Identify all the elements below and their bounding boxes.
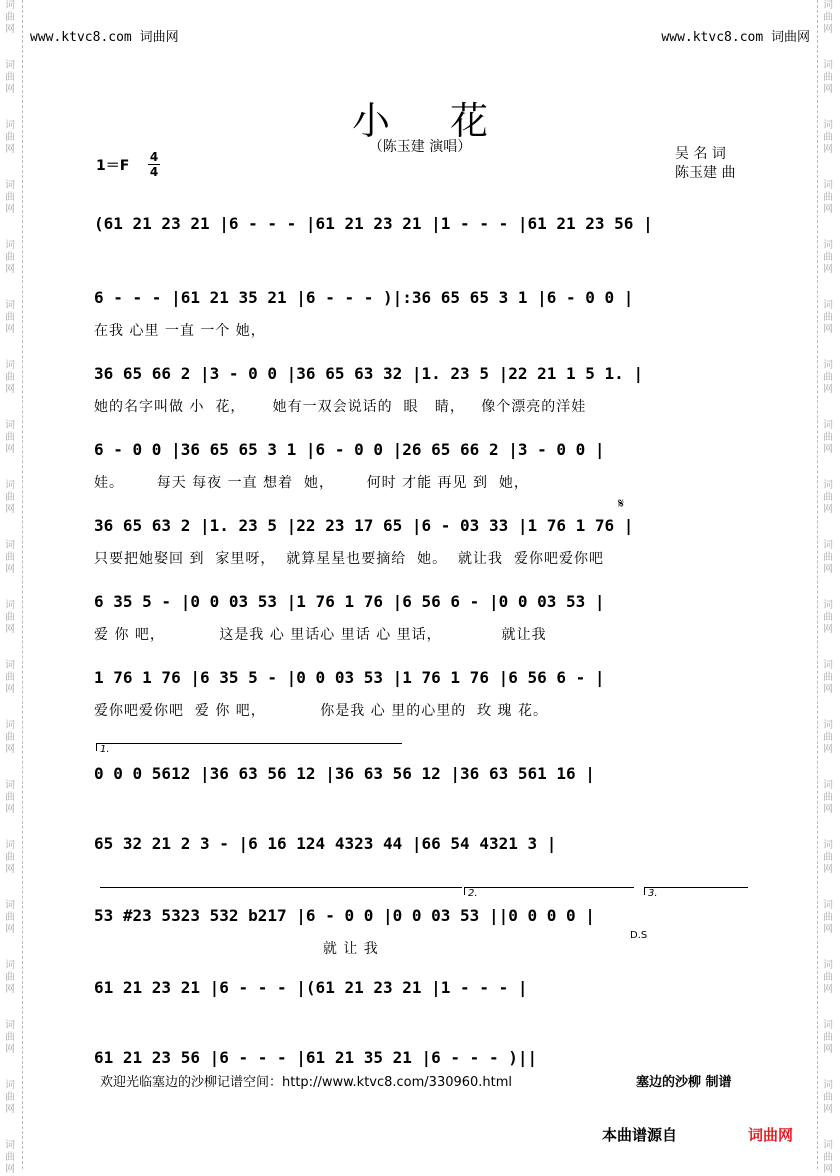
side-watermark-text: 词曲网 <box>5 900 15 935</box>
score-line-notes: 0 0 0 5612 |36 63 56 12 |36 63 56 12 |36 63 561 16 | <box>94 764 595 783</box>
side-watermark-text: 词曲网 <box>823 120 833 155</box>
key-signature: 1＝F <box>96 158 130 174</box>
score-line-notes: 1 76 1 76 |6 35 5 - |0 0 03 53 |1 76 1 76 |6 56 6 - | <box>94 668 605 687</box>
first-ending-line <box>96 743 402 744</box>
side-watermark-text: 词曲网 <box>5 1140 15 1175</box>
side-watermark-text: 词曲网 <box>823 240 833 275</box>
meter-bottom: 4 <box>149 165 159 179</box>
score-line-notes: 6 35 5 - |0 0 03 53 |1 76 1 76 |6 56 6 - |0 0 03 53 | <box>94 592 605 611</box>
side-watermark-text: 词曲网 <box>823 480 833 515</box>
side-watermark-text: 词曲网 <box>823 360 833 395</box>
side-watermark-text: 词曲网 <box>823 840 833 875</box>
side-watermark-text: 词曲网 <box>823 660 833 695</box>
footer-welcome-link[interactable]: 欢迎光临塞边的沙柳记谱空间：http://www.ktvc8.com/330960.html <box>100 1075 513 1090</box>
side-watermark-text: 词曲网 <box>823 420 833 455</box>
side-watermark-text: 词曲网 <box>5 540 15 575</box>
side-watermark-text: 词曲网 <box>823 1080 833 1115</box>
side-watermark-text: 词曲网 <box>5 600 15 635</box>
side-watermark-text: 词曲网 <box>823 1020 833 1055</box>
score-line-notes: 6 - - - |61 21 35 21 |6 - - - )|:36 65 65 3 1 |6 - 0 0 | <box>94 288 634 307</box>
side-watermark-text: 词曲网 <box>823 60 833 95</box>
side-watermark-text: 词曲网 <box>5 360 15 395</box>
side-watermark-text: 词曲网 <box>5 180 15 215</box>
side-watermark-text: 词曲网 <box>823 600 833 635</box>
source-site-link[interactable]: 词曲网 <box>748 1126 794 1144</box>
score-line-lyrics: 在我 心里 一直 一个 她， <box>94 323 266 339</box>
left-watermark-strip <box>0 0 23 1175</box>
side-watermark-text: 词曲网 <box>823 900 833 935</box>
song-title: 小花 <box>351 99 548 143</box>
side-watermark-text: 词曲网 <box>823 300 833 335</box>
lyricist-credit: 吴 名 词 <box>675 146 726 162</box>
side-watermark-text: 词曲网 <box>5 480 15 515</box>
score-line-notes: 65 32 21 2 3 - |6 16 124 4323 44 |66 54 4321 3 | <box>94 834 557 853</box>
site-header-right[interactable]: www.ktvc8.com 词曲网 <box>661 30 810 45</box>
score-line-lyrics: 爱你吧爱你吧 爱 你 吧， 你是我 心 里的心里的 玫 瑰 花。 <box>94 703 549 719</box>
side-watermark-text: 词曲网 <box>5 660 15 695</box>
side-watermark-text: 词曲网 <box>5 840 15 875</box>
third-ending-label: 3. <box>648 888 658 899</box>
score-line-notes: 36 65 63 2 |1. 23 5 |22 23 17 65 |6 - 03 33 |1 76 1 76 | <box>94 516 634 535</box>
ds-mark: D.S <box>630 930 648 941</box>
side-watermark-text: 词曲网 <box>823 780 833 815</box>
side-watermark-text: 词曲网 <box>5 960 15 995</box>
score-line-lyrics: 就 让 我 <box>94 941 379 957</box>
right-watermark-strip <box>817 0 840 1175</box>
score-line-notes: 6 - 0 0 |36 65 65 3 1 |6 - 0 0 |26 65 66 2 |3 - 0 0 | <box>94 440 605 459</box>
side-watermark-text: 词曲网 <box>5 1020 15 1055</box>
score-line-lyrics: 她的名字叫做 小 花， 她有一双会说话的 眼 睛， 像个漂亮的洋娃 <box>94 399 587 415</box>
site-header-left[interactable]: www.ktvc8.com 词曲网 <box>30 30 179 45</box>
side-watermark-text: 词曲网 <box>823 720 833 755</box>
second-ending-line <box>464 887 634 888</box>
second-ending-label: 2. <box>468 888 478 899</box>
segno-mark: 𝄋 <box>618 496 625 512</box>
footer-maker: 塞边的沙柳 制谱 <box>636 1075 732 1090</box>
meter-top: 4 <box>149 150 159 164</box>
third-ending-tick <box>644 887 645 895</box>
side-watermark-text: 词曲网 <box>823 1140 833 1175</box>
side-watermark-text: 词曲网 <box>5 120 15 155</box>
first-ending-label: 1. <box>100 744 110 755</box>
side-watermark-text: 词曲网 <box>5 240 15 275</box>
composer-credit: 陈玉建 曲 <box>675 165 736 181</box>
score-line-notes: 53 #23 5323 532 b217 |6 - 0 0 |0 0 03 53 ||0 0 0 0 | <box>94 906 595 925</box>
side-watermark-text: 词曲网 <box>5 0 15 35</box>
source-label: 本曲谱源自 <box>602 1126 678 1144</box>
side-watermark-text: 词曲网 <box>823 960 833 995</box>
side-watermark-text: 词曲网 <box>5 420 15 455</box>
side-watermark-text: 词曲网 <box>5 60 15 95</box>
side-watermark-text: 词曲网 <box>5 1080 15 1115</box>
side-watermark-text: 词曲网 <box>5 720 15 755</box>
side-watermark-text: 词曲网 <box>5 300 15 335</box>
score-line-lyrics: 娃。 每天 每夜 一直 想着 她， 何时 才能 再见 到 她， <box>94 475 529 491</box>
side-watermark-text: 词曲网 <box>823 0 833 35</box>
first-ending-line-2 <box>100 887 462 888</box>
score-line-lyrics: 爱 你 吧， 这是我 心 里话心 里话 心 里话， 就让我 <box>94 627 547 643</box>
third-ending-line <box>644 887 748 888</box>
first-ending-tick <box>96 743 97 751</box>
score-line-lyrics: 只要把她娶回 到 家里呀， 就算星星也要摘给 她。 就让我 爱你吧爱你吧 <box>94 551 604 567</box>
side-watermark-text: 词曲网 <box>5 780 15 815</box>
song-singer: （陈玉建 演唱） <box>368 139 472 155</box>
time-signature <box>148 150 160 179</box>
score-line-notes: 61 21 23 21 |6 - - - |(61 21 23 21 |1 - - - | <box>94 978 528 997</box>
side-watermark-text: 词曲网 <box>823 540 833 575</box>
score-line-notes: 36 65 66 2 |3 - 0 0 |36 65 63 32 |1. 23 5 |22 21 1 5 1. | <box>94 364 644 383</box>
side-watermark-text: 词曲网 <box>823 180 833 215</box>
second-ending-tick <box>464 887 465 895</box>
score-line-notes: (61 21 23 21 |6 - - - |61 21 23 21 |1 - - - |61 21 23 56 | <box>94 214 653 233</box>
score-line-notes: 61 21 23 56 |6 - - - |61 21 35 21 |6 - - - )|| <box>94 1048 538 1067</box>
